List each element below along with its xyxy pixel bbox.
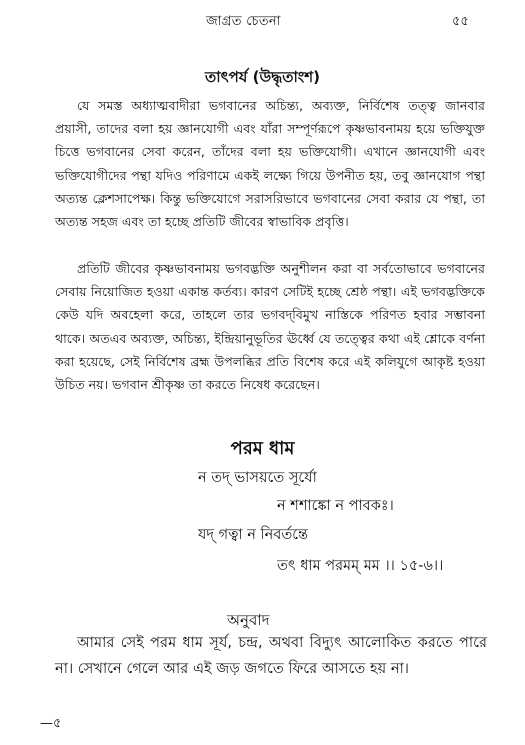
purport-heading: তাৎপর্য (উদ্ধৃতাংশ) — [205, 68, 320, 86]
translation-text: আমার সেই পরম ধাম সূর্য, চন্দ্র, অথবা বিদ্যুৎ আলোকিত করতে পারে না। সেখানে গেলে আর এই জড় জগতে ফিরে আসতে হয় না। — [55, 634, 487, 677]
verse-line-1: ন তদ্‌ ভাসয়তে সূর্যো — [198, 470, 317, 486]
purport-paragraph-2: প্রতিটি জীবের কৃষ্ণভাবনাময় ভগবদ্ভক্তি অনুশীলন করা বা সর্বতোভাবে ভগবানের সেবায় নিয়োজিত হওয়া একান্ত কর্তব্য। কারণ সেটিই হচ্ছে শ্রেষ্ঠ পন্থা। এই ভগবদ্ভক্তিকে কেউ যদি অবহেলা করে, তাহলে তার ভগবদ্‌বিমুখ নাস্তিকে পরিণত হবার সম্ভাবনা থাকে। অতএব অব্যক্ত, অচিন্ত্য, ইন্দ্রিয়ানুভূতির ঊর্ধ্বে যে তত্ত্বের কথা এই শ্লোকে বর্ণনা করা হয়েছে, সেই নির্বিশেষ ব্রহ্ম উপলব্ধির প্রতি বিশেষ করে এই কলিযুগে আকৃষ্ট হওয়া উচিত নয়। ভগবান শ্রীকৃষ্ণ তা করতে নিষেধ করেছেন। — [55, 261, 485, 393]
chapter-heading: পরম ধাম — [230, 438, 295, 459]
running-header — [0, 12, 525, 32]
verse-line-3: যদ্‌ গত্বা ন নিবর্তন্তে — [198, 527, 309, 543]
verse-line-4: তৎ ধাম পরমম্‌ মম ।। ১৫-৬।। — [277, 558, 444, 574]
page-number: ৫৫ — [452, 14, 469, 29]
purport-paragraph-1: যে সমস্ত অধ্যাত্মবাদীরা ভগবানের অচিন্ত্য, অব্যক্ত, নির্বিশেষ তত্ত্ব জানবার প্রয়াসী, তাদের বলা হয় জ্ঞানযোগী এবং যাঁরা সম্পূর্ণরূপে কৃষ্ণভাবনাময় হয়ে ভক্তিযুক্ত চিত্তে ভগবানের সেবা করেন, তাঁদের বলা হয় ভক্তিযোগী। এখানে জ্ঞানযোগী এবং ভক্তিযোগীদের পন্থা যদিও পরিণামে একই লক্ষ্যে গিয়ে উপনীত হয়, তবু জ্ঞানযোগ পন্থা অত্যন্ত ক্লেশসাপেক্ষ। কিন্তু ভক্তিযোগে সরাসরিভাবে ভগবানের সেবা করার যে পন্থা, তা অত্যন্ত সহজ এবং তা হচ্ছে প্রতিটি জীবের স্বাভাবিক প্রবৃত্তি। — [55, 98, 485, 230]
verse-line-2: ন শশাঙ্কো ন পাবকঃ। — [277, 498, 394, 514]
signature-mark: —৫ — [40, 716, 62, 731]
running-title: জাগ্রত চেতনা — [206, 14, 281, 29]
translation-heading: অনুবাদ — [227, 611, 270, 629]
